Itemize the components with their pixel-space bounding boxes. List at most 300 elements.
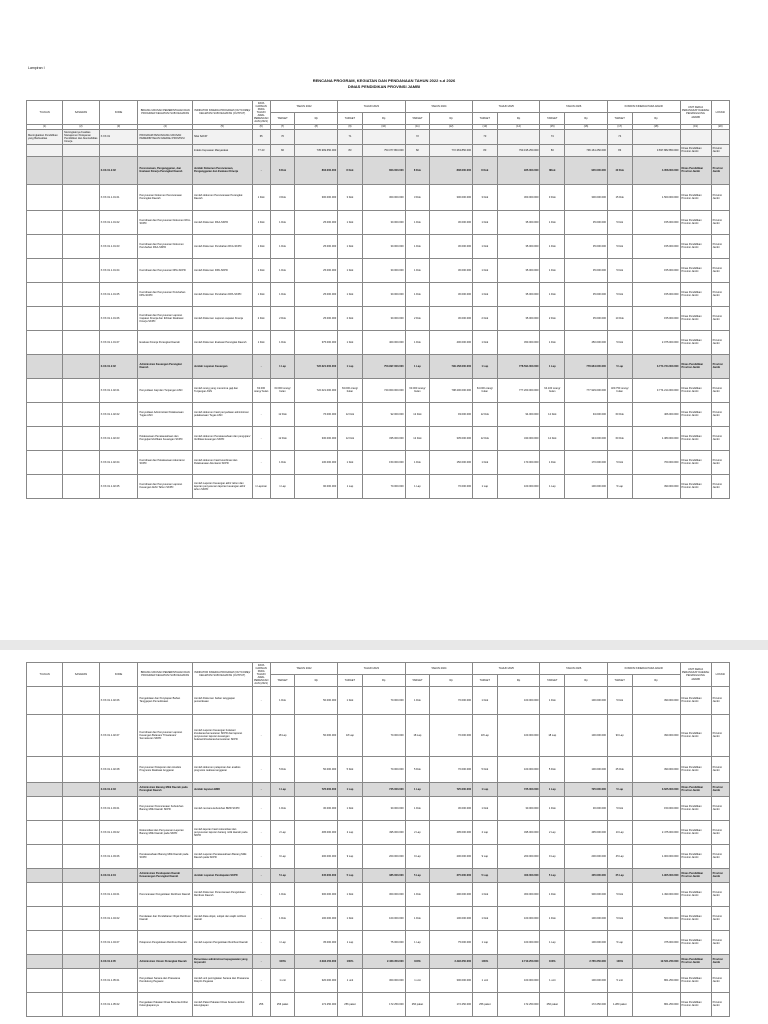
table-cell: 1 Dok bbox=[540, 796, 565, 820]
table-cell: Dinas Pendidikan Provinsi Jambi bbox=[680, 686, 711, 714]
table-cell: Provinsi Jambi bbox=[711, 474, 729, 498]
table-cell: 9 Lap bbox=[473, 844, 498, 868]
table-cell: 1 Lap bbox=[270, 354, 295, 378]
table-cell: 65 bbox=[252, 130, 270, 145]
table-cell bbox=[362, 130, 405, 145]
table-cell: 70.000.000 bbox=[362, 714, 405, 756]
table-cell: 18 Lap bbox=[540, 714, 565, 756]
table-cell: 335.000.000 bbox=[430, 426, 473, 450]
table-cell: 390.000.000 bbox=[632, 714, 680, 756]
table-cell: 172.250.000 bbox=[497, 992, 540, 1016]
table-cell: 30.000.000 bbox=[430, 234, 473, 258]
table-cell: 5 Dok bbox=[607, 210, 632, 234]
table-cell: X.XX.01.1.01.06 bbox=[99, 306, 138, 330]
table-cell: 83 bbox=[338, 144, 363, 156]
table-cell: 1 Dok bbox=[473, 258, 498, 282]
table-cell bbox=[27, 820, 63, 844]
table-cell: 1 Dok bbox=[270, 258, 295, 282]
column-header: UNIT KERJA PERANGKAT DAERAH PENANGGUNG JAWAB bbox=[680, 101, 711, 125]
table-cell: - bbox=[252, 782, 270, 796]
table-cell: Provinsi Jambi bbox=[711, 306, 729, 330]
column-number: (19) bbox=[680, 124, 711, 129]
table-cell: 1.380.000.000 bbox=[632, 426, 680, 450]
table-cell: Jumlah Dokumen bahan tanggapan pemeriksaan bbox=[192, 686, 252, 714]
table-cell: Provinsi Jambi bbox=[711, 378, 729, 402]
table-cell: 390.000.000 bbox=[632, 756, 680, 782]
table-cell: 200.000.000 bbox=[565, 844, 608, 868]
table-cell: X.XX.01.1.04.02 bbox=[99, 906, 138, 930]
table-cell: 30.000.000 bbox=[295, 796, 338, 820]
table-row bbox=[27, 930, 730, 954]
table-cell: 35.000.000 bbox=[497, 234, 540, 258]
table-cell: 30.000.000 bbox=[362, 210, 405, 234]
table-cell: 500.000.000 bbox=[632, 906, 680, 930]
table-cell: 1 Dok bbox=[405, 258, 430, 282]
table-cell bbox=[63, 306, 99, 330]
table-cell: 5 Dok bbox=[607, 906, 632, 930]
table-cell: 1 Lap bbox=[540, 930, 565, 954]
table-cell: 1 Dok bbox=[405, 210, 430, 234]
table-cell: Provinsi Jambi bbox=[711, 714, 729, 756]
table-cell: 3 Dok bbox=[473, 184, 498, 210]
table-cell: 63.000 orang/ bulan bbox=[270, 378, 295, 402]
table-cell: 320.750 orang/ bulan bbox=[607, 378, 632, 402]
table-cell: 796.161.250.000 bbox=[565, 144, 608, 156]
table-cell: 1 Dok bbox=[540, 450, 565, 474]
table-cell bbox=[63, 144, 99, 156]
table-cell: 25.000.000 bbox=[295, 258, 338, 282]
table-cell: 390.000.000 bbox=[632, 474, 680, 498]
table-cell bbox=[63, 868, 99, 882]
column-number: (10) bbox=[362, 124, 405, 129]
table-cell: 777.929.000.000 bbox=[565, 378, 608, 402]
column-header: Rp bbox=[430, 674, 473, 686]
table-cell: Dinas Pendidikan Provinsi Jambi bbox=[680, 782, 711, 796]
table-cell: 777.200.000.000 bbox=[497, 378, 540, 402]
table-cell: 8 Dok bbox=[270, 156, 295, 184]
table-cell: 1 Dok bbox=[473, 330, 498, 354]
table-cell: 2 Dok bbox=[473, 306, 498, 330]
table-cell: Provinsi Jambi bbox=[711, 844, 729, 868]
table-cell bbox=[27, 378, 63, 402]
table-cell: Provinsi Jambi bbox=[711, 402, 729, 426]
table-row bbox=[27, 954, 730, 968]
table-cell bbox=[27, 210, 63, 234]
table-cell: - bbox=[252, 686, 270, 714]
table-cell: Provinsi Jambi bbox=[711, 796, 729, 820]
table-cell: 100.000.000 bbox=[565, 930, 608, 954]
table-cell: Provinsi Jambi bbox=[711, 968, 729, 992]
table-cell: 100% bbox=[540, 954, 565, 968]
table-cell: 3 Dok bbox=[338, 184, 363, 210]
table-row bbox=[27, 354, 730, 378]
table-cell: Koordinasi dan Penyusunan Laporan Keuangan Bulanan/ Triwulanan/ Semesteran SKPD bbox=[138, 714, 192, 756]
table-cell: 1 Dok bbox=[540, 686, 565, 714]
table-cell: 5 Lap bbox=[540, 868, 565, 882]
table-cell bbox=[27, 686, 63, 714]
table-cell: 1 Dok bbox=[405, 282, 430, 306]
table-cell: 30.000.000 bbox=[362, 234, 405, 258]
table-cell: 256 paket bbox=[473, 992, 498, 1016]
table-cell: 18 Lap bbox=[405, 714, 430, 756]
table-cell: 2 Lap bbox=[338, 820, 363, 844]
table-cell: 12 Dok bbox=[270, 402, 295, 426]
table-cell: 1 Dok bbox=[405, 234, 430, 258]
table-cell: Dinas Pendidikan Provinsi Jambi bbox=[680, 234, 711, 258]
column-header: TUJUAN bbox=[27, 663, 63, 687]
column-header: TARGET bbox=[473, 674, 498, 686]
table-cell bbox=[63, 882, 99, 906]
table-cell bbox=[63, 954, 99, 968]
table-cell: 803.000.000 bbox=[295, 156, 338, 184]
table-cell: 30.000.000 bbox=[362, 306, 405, 330]
table-cell bbox=[27, 282, 63, 306]
table-cell: 70.000.000 bbox=[362, 686, 405, 714]
table-cell: 25.000.000 bbox=[295, 306, 338, 330]
table-cell: Rekonsiliasi dan Penyusunan Laporan Barang Milik Daerah pada SKPD bbox=[138, 820, 192, 844]
table-row bbox=[27, 156, 730, 184]
table-cell: 3 Dok bbox=[270, 184, 295, 210]
column-header: DATA CAPAIAN PADA TAHUN AWAL PERENCANAAN (2021) bbox=[253, 101, 269, 124]
column-header: Rp bbox=[362, 112, 405, 124]
table-cell: 60 Dok bbox=[607, 402, 632, 426]
table-cell: 1 Dok bbox=[252, 184, 270, 210]
table-cell: Provinsi Jambi bbox=[711, 820, 729, 844]
table-cell: 760.000.000 bbox=[632, 450, 680, 474]
table-cell bbox=[63, 402, 99, 426]
table-cell: 1 Lap bbox=[540, 474, 565, 498]
table-cell: Penyediaan Sarana dan Prasarana Pendukung Pegawai bbox=[138, 968, 192, 992]
table-cell: Dinas Pendidikan Provinsi Jambi bbox=[680, 354, 711, 378]
table-cell: 5 Dok bbox=[540, 756, 565, 782]
table-cell: 861.250.000 bbox=[632, 992, 680, 1016]
table-cell bbox=[27, 868, 63, 882]
table-cell: 2.075.000.000 bbox=[632, 330, 680, 354]
table-cell: 63.000 orang/ bulan bbox=[252, 378, 270, 402]
table-cell: 200.000.000 bbox=[497, 844, 540, 868]
table-cell: 1 unit bbox=[540, 968, 565, 992]
table-cell: 808.000.000 bbox=[430, 156, 473, 184]
table-cell: 2 Dok bbox=[338, 306, 363, 330]
table-cell: 5 Dok bbox=[607, 258, 632, 282]
table-cell: Jumlah Layanan Keuangan bbox=[192, 354, 252, 378]
attachment-label: Lampiran I bbox=[28, 66, 45, 70]
table-cell: 1 Dok bbox=[338, 796, 363, 820]
table-cell: X.XX.01.1.02.03 bbox=[99, 426, 138, 450]
table-cell: 82 bbox=[405, 144, 430, 156]
table-cell: 300.000.000 bbox=[565, 184, 608, 210]
table-cell: Dinas Pendidikan Provinsi Jambi bbox=[680, 144, 711, 156]
table-cell: 725.000.000 bbox=[295, 782, 338, 796]
table-cell: X.XX.01 bbox=[99, 130, 138, 145]
column-header: TARGET bbox=[540, 112, 565, 124]
table-cell: 725.000.000 bbox=[565, 782, 608, 796]
table-cell: 30.000.000 bbox=[430, 210, 473, 234]
table-cell: - bbox=[252, 796, 270, 820]
table-cell: 3.625.000.000 bbox=[632, 782, 680, 796]
column-header: Rp bbox=[295, 674, 338, 686]
table-cell bbox=[63, 234, 99, 258]
table-cell: 100.000.000 bbox=[565, 906, 608, 930]
table-cell: X.XX.01.1.05.02 bbox=[99, 992, 138, 1016]
column-header: TAHUN 2024 bbox=[405, 101, 472, 113]
column-header: KODE bbox=[99, 663, 138, 687]
table-cell: 1 Lap bbox=[405, 930, 430, 954]
table-cell: 803.000.000 bbox=[362, 156, 405, 184]
table-cell bbox=[63, 474, 99, 498]
column-header: LOKASI bbox=[711, 663, 729, 687]
table-row bbox=[27, 782, 730, 796]
table-cell: 100.000.000 bbox=[565, 714, 608, 756]
table-row bbox=[27, 402, 730, 426]
table-cell bbox=[63, 258, 99, 282]
table-cell bbox=[63, 354, 99, 378]
table-cell: 100% bbox=[405, 954, 430, 968]
table-cell: 1 Dok bbox=[270, 450, 295, 474]
column-header: TAHUN 2026 bbox=[540, 101, 607, 113]
table-row bbox=[27, 992, 730, 1016]
table-row bbox=[27, 184, 730, 210]
table-cell bbox=[27, 796, 63, 820]
table-cell bbox=[63, 686, 99, 714]
table-cell: - bbox=[252, 906, 270, 930]
column-header: TARGET bbox=[405, 112, 430, 124]
table-cell bbox=[27, 882, 63, 906]
table-cell: 100.000.000 bbox=[565, 686, 608, 714]
table-cell: 1 Dok bbox=[270, 686, 295, 714]
column-header: TAHUN 2024 bbox=[405, 663, 472, 675]
table-cell: 1 Dok bbox=[270, 906, 295, 930]
table-cell: Meningkatnya Kualitas Manajemen Pelayanan Pendidikan dan Akuntabilitas Kinerja bbox=[64, 130, 98, 143]
table-cell: 1 Lap bbox=[270, 930, 295, 954]
table-cell: Jumlah dokumen hasil koordinasi dan Pelaksanaan Akuntansi SKPD bbox=[192, 450, 252, 474]
column-header: BIDANG URUSAN PEMERINTAHAN DAN PROGRAM/ KEGIATAN/ SUB KEGIATAN bbox=[138, 663, 192, 687]
table-cell: X.XX.01.2.02 bbox=[99, 354, 138, 378]
table-cell: 2.765.250.000 bbox=[565, 954, 608, 968]
table-cell: 5 Lap bbox=[607, 782, 632, 796]
table-row bbox=[27, 426, 730, 450]
column-header: TARGET bbox=[473, 112, 498, 124]
table-cell: 1 Lap bbox=[270, 782, 295, 796]
table-cell: 60 Dok bbox=[607, 426, 632, 450]
table-cell: 18 Lap bbox=[338, 714, 363, 756]
table-cell: 75.000.000 bbox=[362, 930, 405, 954]
table-cell: Koordinasi dan Penyusunan Dokumen RKA-SKPD bbox=[138, 210, 192, 234]
table-cell: 100.000.000 bbox=[497, 968, 540, 992]
table-cell bbox=[430, 130, 473, 145]
table-cell: 1 Dok bbox=[405, 906, 430, 930]
table-cell: 5 Dok bbox=[607, 234, 632, 258]
table-cell: 30.000.000 bbox=[362, 282, 405, 306]
table-cell: 35.000.000 bbox=[295, 930, 338, 954]
table-cell: 74 bbox=[540, 130, 565, 145]
table-cell: 35.000.000 bbox=[497, 210, 540, 234]
table-cell: 3 Dok bbox=[405, 184, 430, 210]
table-cell: 5 Lap bbox=[405, 868, 430, 882]
table-cell: Dinas Pendidikan Provinsi Jambi bbox=[680, 882, 711, 906]
table-row bbox=[27, 234, 730, 258]
column-header: TAHUN 2023 bbox=[338, 101, 405, 113]
table-cell: Jumlah Laporan Keuangan akhir tahun dan laporan penyusunan laporan keuangan akhir tahun SKPD bbox=[192, 474, 252, 498]
table-cell: 1 Dok bbox=[473, 210, 498, 234]
column-number: (14) bbox=[497, 124, 540, 129]
table-cell bbox=[27, 714, 63, 756]
table-cell: 5 Lap bbox=[607, 474, 632, 498]
table-cell: 200.000.000 bbox=[362, 844, 405, 868]
table-cell: 5 Dok bbox=[607, 330, 632, 354]
table-cell: 256 paket bbox=[338, 992, 363, 1016]
table-cell: Dinas Pendidikan Provinsi Jambi bbox=[680, 258, 711, 282]
table-cell: 1 Lap bbox=[338, 930, 363, 954]
header-row bbox=[27, 101, 730, 113]
table-cell: 30.000.000 bbox=[430, 282, 473, 306]
table-cell: 2.492.250.000 bbox=[430, 954, 473, 968]
table-cell: 172.250.000 bbox=[295, 992, 338, 1016]
table-cell bbox=[27, 906, 63, 930]
table-cell: 725.000.000 bbox=[430, 782, 473, 796]
table-cell: 150.000.000 bbox=[632, 796, 680, 820]
table-cell bbox=[63, 796, 99, 820]
table-cell: X.XX.01.1.03.06 bbox=[99, 844, 138, 868]
table-cell: 155.000.000 bbox=[632, 282, 680, 306]
table-cell bbox=[63, 968, 99, 992]
table-cell: 12 Dok bbox=[338, 402, 363, 426]
table-cell: - bbox=[252, 868, 270, 882]
table-cell: X.XX.01.1.02.08 bbox=[99, 756, 138, 782]
table-cell: 93.000.000 bbox=[430, 402, 473, 426]
table-cell: 83 bbox=[607, 144, 632, 156]
table-cell: Provinsi Jambi bbox=[711, 882, 729, 906]
table-cell bbox=[632, 130, 680, 145]
table-cell bbox=[63, 820, 99, 844]
table-cell: 2 Dok bbox=[252, 306, 270, 330]
table-cell: Jumlah dokumen Penatausahaan dan pengujian/ Verifikasi keuangan SKPD bbox=[192, 426, 252, 450]
table-cell: 35.000.000 bbox=[565, 210, 608, 234]
table-cell: 2 Dok bbox=[405, 306, 430, 330]
column-header: TAHUN 2025 bbox=[473, 663, 540, 675]
table-cell: 1.000.000.000 bbox=[632, 844, 680, 868]
table-cell: 83 bbox=[540, 144, 565, 156]
table-cell: 300.000.000 bbox=[565, 882, 608, 906]
table-cell: Administrasi Barang Milik Daerah pada Perangkat Daerah bbox=[138, 782, 192, 796]
table-cell: 1.280 paket bbox=[607, 992, 632, 1016]
table-cell: 94.000.000 bbox=[565, 402, 608, 426]
table-cell: 290.000.000 bbox=[430, 882, 473, 906]
table-cell: 5 Dok bbox=[607, 796, 632, 820]
table-cell: 405.000.000 bbox=[565, 868, 608, 882]
table-cell: 385.000.000 bbox=[362, 868, 405, 882]
table-cell: Koordinasi dan Penyusunan Laporan Keuangan Akhir Tahun SKPD bbox=[138, 474, 192, 498]
table-cell: 1 Dok bbox=[338, 210, 363, 234]
table-cell: 5 Dok bbox=[270, 756, 295, 782]
column-header: TARGET bbox=[607, 112, 632, 124]
column-header: Rp bbox=[497, 112, 540, 124]
table-cell bbox=[711, 130, 729, 145]
column-header: TAHUN 2025 bbox=[473, 101, 540, 113]
table-cell: Administrasi Keuangan Perangkat Daerah bbox=[138, 354, 192, 378]
table-cell: Provinsi Jambi bbox=[711, 426, 729, 450]
table-cell: 256 paket bbox=[405, 992, 430, 1016]
table-cell: 73 bbox=[473, 130, 498, 145]
table-cell: 1 Dok bbox=[405, 686, 430, 714]
table-cell: Dinas Pendidikan Provinsi Jambi bbox=[680, 156, 711, 184]
table-cell: 1 Dok bbox=[338, 906, 363, 930]
table-cell: 100.000.000 bbox=[295, 906, 338, 930]
table-cell: Provinsi Jambi bbox=[711, 756, 729, 782]
table-cell bbox=[138, 144, 192, 156]
table-cell: 2 Lap bbox=[473, 820, 498, 844]
table-cell bbox=[27, 258, 63, 282]
table-cell: Dinas Pendidikan Provinsi Jambi bbox=[680, 930, 711, 954]
table-cell: 450.000.000 bbox=[497, 330, 540, 354]
table-cell: 18 Lap bbox=[473, 714, 498, 756]
table-cell: 772.363.850.000 bbox=[430, 144, 473, 156]
table-cell: 300.000.000 bbox=[362, 184, 405, 210]
table-cell: 35.000.000 bbox=[497, 306, 540, 330]
table-cell: Jumlah Dokumen Evaluasi Perangkat Daerah bbox=[192, 330, 252, 354]
table-cell: 25 Lap bbox=[607, 868, 632, 882]
table-cell: Penatausahaan Barang Milik Daerah pada SKPD bbox=[138, 844, 192, 868]
table-cell: Dinas Pendidikan Provinsi Jambi bbox=[680, 868, 711, 882]
table-cell: 1 Laporan bbox=[252, 474, 270, 498]
table-cell: 82 bbox=[270, 144, 295, 156]
table-cell: Pelaksanaan Penatausahaan dan Pengujian/Verifikasi Keuangan SKPD bbox=[138, 426, 192, 450]
table-cell: 725.000.000 bbox=[497, 782, 540, 796]
table-cell: Dinas Pendidikan Provinsi Jambi bbox=[680, 954, 711, 968]
table-cell: 1 Dok bbox=[338, 234, 363, 258]
table-cell: Dinas Pendidikan Provinsi Jambi bbox=[680, 306, 711, 330]
table-cell: Penyusunan Perencanaan Kebutuhan Barang Milik Daerah SKPD bbox=[138, 796, 192, 820]
table-cell: PROGRAM PENUNJANG URUSAN PEMERINTAHAN DAERAH PROVINSI bbox=[138, 130, 192, 145]
table-cell: 345.000.000 bbox=[295, 868, 338, 882]
table-cell bbox=[27, 782, 63, 796]
table-cell: 9 Lap bbox=[405, 844, 430, 868]
table-cell: X.XX.01.1.02.07 bbox=[99, 714, 138, 756]
table-cell: Dinas Pendidikan Provinsi Jambi bbox=[680, 906, 711, 930]
table-cell: 778.964.000.000 bbox=[565, 354, 608, 378]
table-cell: X.XX.01.1.01.07 bbox=[99, 330, 138, 354]
table-cell: 495.000.000 bbox=[362, 820, 405, 844]
table-cell: 1 Dok bbox=[338, 282, 363, 306]
table-cell: Dinas Pendidikan Provinsi Jambi bbox=[680, 378, 711, 402]
column-header: TARGET bbox=[405, 674, 430, 686]
table-cell: Pengelolaan dan Penyiapan Bahan Tanggapan Pemeriksaan bbox=[138, 686, 192, 714]
table-cell: 3.774.734.000.000 bbox=[632, 354, 680, 378]
table-cell: 70 bbox=[270, 130, 295, 145]
table-cell: 1 Dok bbox=[540, 258, 565, 282]
table-cell: - bbox=[252, 426, 270, 450]
table-cell: X.XX.01.1.02.01 bbox=[99, 378, 138, 402]
table-cell: Jumlah dokumen hasil penyediaan administrasi pelaksanaan Tugas ASN bbox=[192, 402, 252, 426]
table-cell: 5 unit bbox=[607, 968, 632, 992]
column-header: KONDISI KINERJA PADA AKHIR bbox=[607, 663, 680, 675]
table-cell bbox=[63, 714, 99, 756]
table-cell: Persentase administrasi kepegawaian yang terpenuhi bbox=[192, 954, 252, 968]
table-cell: 1 Lap bbox=[338, 474, 363, 498]
table-cell: 256 paket bbox=[270, 992, 295, 1016]
table-row bbox=[27, 450, 730, 474]
table-cell: Provinsi Jambi bbox=[711, 282, 729, 306]
table-row bbox=[27, 144, 730, 156]
table-cell: 1 unit bbox=[473, 968, 498, 992]
table-cell: 375.000.000 bbox=[632, 930, 680, 954]
table-cell bbox=[27, 402, 63, 426]
table-cell bbox=[27, 756, 63, 782]
table-cell: 64.100 orang/ bulan bbox=[540, 378, 565, 402]
table-cell: Jumlah rencana kebutuhan BMD SKPD bbox=[192, 796, 252, 820]
table-cell: 1 unit bbox=[270, 968, 295, 992]
table-cell: Jumlah dokumen pelaporan dan analisis prognosis realisasi anggaran bbox=[192, 756, 252, 782]
